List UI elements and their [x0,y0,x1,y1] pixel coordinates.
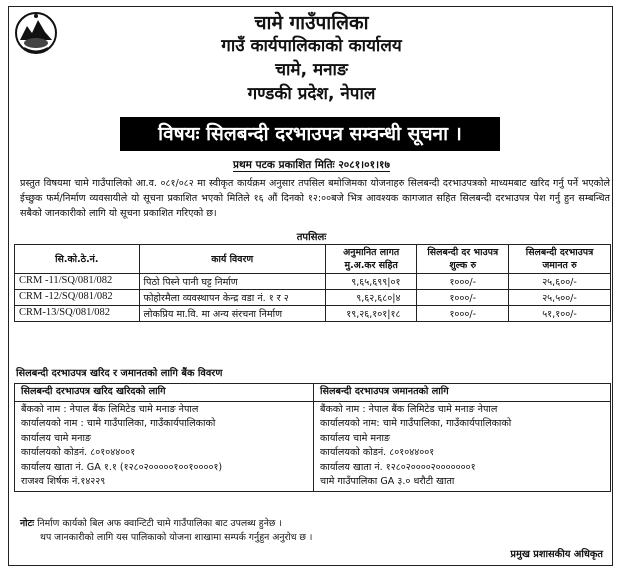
row-code: CRM -11/SQ/081/082 [15,274,140,290]
header-line-4: गण्डकी प्रदेश, नेपाल [247,84,376,104]
bank-right-line: कार्यालयको कोडनं. ८०१०४४००१ [320,447,435,458]
bank-details-table [14,383,611,492]
col-guarantee-header: सिलबन्दी दरभाउपत्र जमानत रु [509,245,611,274]
bank-left-details [15,401,314,491]
published-date-text: प्रथम पटक प्रकाशित मितिः २०८१।०१।१७ [233,159,390,171]
row-cost: ९,६५,६९९|०१ [325,274,417,290]
bank-left-title: सिलबन्दी दरभाउपत्र खरिद खरिदको लागि [15,384,314,402]
tender-table [14,244,611,322]
note-label: नोटः [20,518,35,529]
table-row [15,290,611,306]
bank-left-line: बैंकको नाम : नेपाल बैंक लिमिटेड चामे मनाङ नेपाल [21,403,199,415]
subject-banner: विषयः सिलबन्दी दरभाउपत्र सम्वन्धी सूचना । [120,117,500,151]
intro-paragraph: प्रस्तुत विषयमा चामे गाउँपालिको आ.व. ०८१/०८२ मा स्वीकृत कार्यक्रम अनुसार तपसिल बमोजिमका योजनाहरु सिलबन्दी दरभाउपत्रको माध्यमबाट खरिद गर्नु पर्ने भएकोले ईच्छुक फर्म/निर्माण व्यवसायीले यो सूचना प्रकाशित भएको मितिले १६ औं दिनको १२:००बजे भित्र आवश्यक कागजात सहित सिलबन्दी दरभाउपत्र पेश गर्नु हुन सम्बन्धित सबैको जानकारीको लागि यो सूचना प्रकाशित गरिएको छ। [20,178,610,219]
row-fee: १०००/- [417,274,509,290]
bank-left-line: कार्यालयको कोडनं. ८०१०४४००१ [21,447,136,458]
bank-right-details [314,401,611,491]
tapsil-label: तपसिलः [296,232,327,243]
table-row [15,274,611,290]
bank-right-line: कार्यालयको नाम: चामे गाउँपालिका, गाउँकार्यपालिकाको [320,418,512,429]
col-fee-header: सिलबन्दी दर भाउपत्र शुल्क रु [417,245,509,274]
bank-left-line: कार्यालय चामे मनाङ [21,432,92,444]
header-line-1: चामे गाउँपालिका [254,12,369,34]
row-fee: १०००/- [417,306,509,322]
table-row [15,306,611,322]
row-guarantee: २५,५००/- [509,290,611,306]
published-date [0,158,623,172]
col-cost-header: अनुमानित लागत मु.अ.कर सहित [325,245,417,274]
row-cost: १९,२६,१०१|१८ [325,306,417,322]
bank-left-line: कार्यालय खाता नं. GA १.१ (१२८०२०००००१००१००००१) [21,461,223,473]
note-block [20,517,312,545]
row-desc: फोहोरमैला व्यवस्थापन केन्द्र वडा नं. १ र २ [139,290,325,306]
col-code-header: सि.को.ठे.नं. [15,245,140,274]
note-text-1: निर्माण कार्यको बिल अफ क्वान्टिटी चामे गाउँपालिका बाट उपलब्ध हुनेछ । [37,518,282,529]
row-desc: लोकप्रिय मा.वि. मा अन्य संरचना निर्माण [139,306,325,322]
note-line-1 [20,517,312,531]
bank-right-line: बैंकको नाम : नेपाल बैंक लिमिटेड चामे मनाङ नेपाल [320,403,498,415]
row-guarantee: २५,६००/- [509,274,611,290]
header-line-3: चामे, मनाङ [275,60,348,80]
col-desc-header: कार्य विवरण [139,245,325,274]
bank-right-line: कार्यालय खाता नं. १२८०२००००२०००००००१ [320,461,476,473]
bank-details-row [15,401,611,491]
bank-header-row [15,384,611,402]
header-line-2: गाउँ कार्यपालिकाको कार्यालय [221,36,402,56]
bank-left-line: कार्यालयको नाम : चामे गाउँपालिका, गाउँकार्यपालिकाको [21,418,216,429]
bank-section-title: सिलबन्दी दरभाउपत्र खरिद र जमानतको लागि बैंक विवरण [16,368,223,379]
note-text-2: थप जानकारीको लागि यस पालिकाको योजना शाखामा सम्पर्क गर्नुहुन अनुरोध छ । [40,532,313,543]
row-fee: १०००/- [417,290,509,306]
row-code: CRM -12/SQ/081/082 [15,290,140,306]
bank-right-line: चामे गाउँपालिका GA ३.० धरौटी खाता [320,476,455,487]
table-header-row [15,245,611,274]
row-guarantee: ५१,१००/- [509,306,611,322]
bank-left-line: राजश्व शिर्षक नं.१४२२९ [21,476,106,487]
row-desc: पिठो पिस्ने पानी घट्ट निर्माण [139,274,325,290]
signature: प्रमुख प्रशासकीय अधिकृत [510,549,603,560]
row-cost: ९,६२,६८०|४ [325,290,417,306]
bank-right-title: सिलबन्दी दरभाउपत्र जमानतको लागि [314,384,611,402]
note-line-2 [20,531,312,545]
row-code: CRM-13/SQ/081/082 [15,306,140,322]
bank-right-line: कार्यालय चामे मनाङ [320,432,391,444]
